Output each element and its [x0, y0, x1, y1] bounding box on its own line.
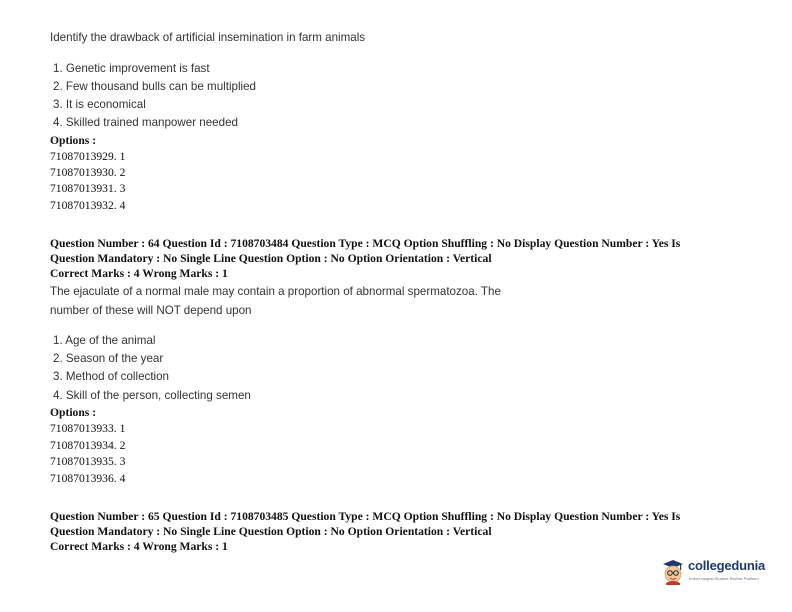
option-id: 71087013930. 2 [50, 166, 126, 179]
question-header: Question Number : 64 Question Id : 7108703484 Question Type : MCQ Option Shuffling : No Display Question Number : Yes Is [50, 237, 681, 250]
choice-item: 2. Few thousand bulls can be multiplied [53, 80, 257, 93]
choice-item: 1. Age of the animal [53, 334, 156, 347]
choice-item: 3. Method of collection [53, 370, 170, 383]
option-id: 71087013935. 3 [50, 455, 126, 468]
graduate-mascot-icon [661, 557, 685, 585]
options-label: Options : [50, 406, 97, 419]
question-text: The ejaculate of a normal male may contain a proportion of abnormal spermatozoa. The [50, 285, 501, 298]
option-id: 71087013932. 4 [50, 199, 126, 212]
option-id: 71087013933. 1 [50, 422, 126, 435]
question-header: Question Mandatory : No Single Line Question Option : No Option Orientation : Vertical [50, 252, 492, 265]
options-label: Options : [50, 134, 97, 147]
collegedunia-logo [661, 556, 773, 590]
logo-wordmark: collegedunia [688, 558, 766, 573]
question-header: Question Number : 65 Question Id : 7108703485 Question Type : MCQ Option Shuffling : No Display Question Number : Yes Is [50, 510, 681, 523]
marks-line: Correct Marks : 4 Wrong Marks : 1 [50, 540, 228, 553]
choice-item: 2. Season of the year [53, 352, 164, 365]
question-text: number of these will NOT depend upon [50, 304, 252, 317]
option-id: 71087013934. 2 [50, 439, 126, 452]
choice-item: 3. It is economical [53, 98, 146, 111]
question-text: Identify the drawback of artificial insemination in farm animals [50, 31, 366, 44]
option-id: 71087013931. 3 [50, 182, 126, 195]
option-id: 71087013929. 1 [50, 150, 126, 163]
choice-item: 4. Skill of the person, collecting semen [53, 389, 251, 402]
question-header: Question Mandatory : No Single Line Question Option : No Option Orientation : Vertical [50, 525, 492, 538]
marks-line: Correct Marks : 4 Wrong Marks : 1 [50, 267, 228, 280]
logo-tagline: India's largest Student Review Platform [689, 576, 759, 581]
choice-item: 1. Genetic improvement is fast [53, 62, 210, 75]
choice-item: 4. Skilled trained manpower needed [53, 116, 238, 129]
option-id: 71087013936. 4 [50, 472, 126, 485]
